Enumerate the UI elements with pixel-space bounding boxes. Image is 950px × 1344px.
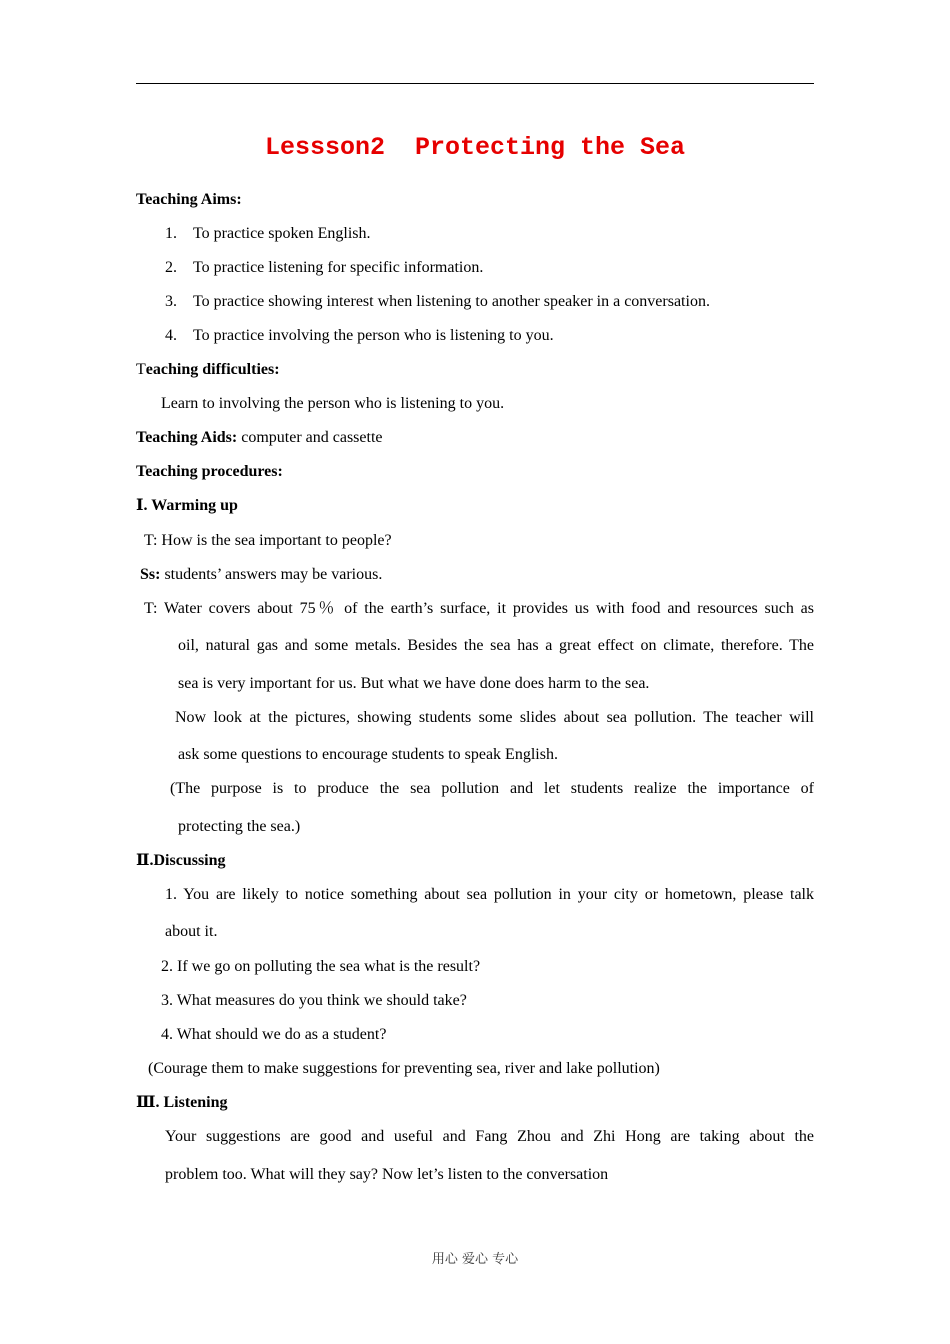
teacher-question: T: How is the sea important to people? xyxy=(144,532,392,549)
discussion-note: (Courage them to make suggestions for preventing sea, river and lake pollution) xyxy=(148,1060,660,1077)
page-footer: 用心 爱心 专心 xyxy=(431,1252,519,1267)
difficulties-text: Learn to involving the person who is listening to you. xyxy=(161,395,505,412)
listening-paragraph-line: Your suggestions are good and useful and Fang Zhou and Zhi Hong are taking about the xyxy=(165,1128,814,1145)
discussion-question: 3. What measures do you think we should take? xyxy=(161,992,467,1009)
teacher-statement-line: oil, natural gas and some metals. Besides the sea has a great effect on climate, therefore. The xyxy=(178,637,814,654)
aim-item: 2. To practice listening for specific information. xyxy=(165,259,484,276)
section-warming-up: Ⅰ. Warming up xyxy=(136,497,238,514)
purpose-note-line: (The purpose is to produce the sea pollution and let students realize the importance of xyxy=(170,780,814,797)
teacher-statement-line: sea is very important for us. But what we have done does harm to the sea. xyxy=(178,675,650,692)
discussion-question: 1. You are likely to notice something about sea pollution in your city or hometown, please talk xyxy=(165,886,814,903)
slides-paragraph-line: ask some questions to encourage students to speak English. xyxy=(178,746,558,763)
header-rule xyxy=(136,83,814,84)
procedures-heading: Teaching procedures: xyxy=(136,463,283,480)
purpose-note-line: protecting the sea.) xyxy=(178,818,301,835)
aim-item: 3. To practice showing interest when listening to another speaker in a conversation. xyxy=(165,293,710,310)
teacher-statement-line: T: Water covers about 75％ of the earth’s surface, it provides us with food and resources such as xyxy=(144,600,814,617)
slides-paragraph-line: Now look at the pictures, showing students some slides about sea pollution. The teacher will xyxy=(175,709,814,726)
discussion-question: about it. xyxy=(165,923,218,940)
difficulties-heading: Teaching difficulties: xyxy=(136,361,280,378)
aims-heading: Teaching Aims: xyxy=(136,191,242,208)
students-answer: Ss: students’ answers may be various. xyxy=(140,566,383,583)
discussion-question: 4. What should we do as a student? xyxy=(161,1026,387,1043)
aids-line: Teaching Aids: computer and cassette xyxy=(136,429,383,446)
listening-paragraph-line: problem too. What will they say? Now let’s listen to the conversation xyxy=(165,1166,609,1183)
discussion-question: 2. If we go on polluting the sea what is the result? xyxy=(161,958,481,975)
section-discussing: Ⅱ.Discussing xyxy=(136,852,226,869)
lesson-title: Lessson2 Protecting the Sea xyxy=(264,133,686,162)
aim-item: 1. To practice spoken English. xyxy=(165,225,371,242)
aim-item: 4. To practice involving the person who is listening to you. xyxy=(165,327,554,344)
section-listening: Ⅲ. Listening xyxy=(136,1094,228,1111)
